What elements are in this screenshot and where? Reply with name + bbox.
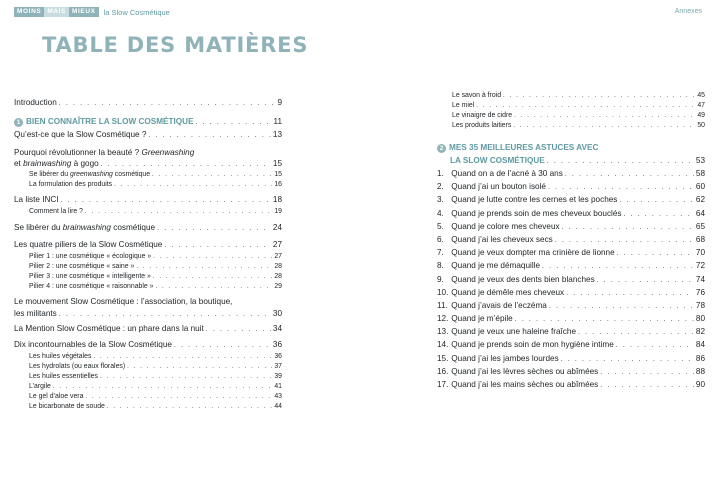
brand-word-3: MIEUX xyxy=(69,7,99,17)
toc-section-1[interactable]: 1 BIEN CONNAÎTRE LA SLOW COSMÉTIQUE . . . 11 xyxy=(14,117,282,127)
toc-entry-mention[interactable]: La Mention Slow Cosmétique : un phare dans la nuit . . . 34 xyxy=(14,324,282,333)
toc-subentry[interactable]: Pilier 2 : une cosmétique « saine » . . . 28 xyxy=(14,263,282,270)
toc-tip-entry[interactable]: 14. Quand je prends soin de mon hygiène intime . . . 84 xyxy=(437,340,705,349)
toc-left-column xyxy=(14,98,282,410)
toc-tip-entry[interactable]: 13. Quand je veux une haleine fraîche . . . 82 xyxy=(437,327,705,336)
toc-right-column xyxy=(437,92,705,393)
brand-word-2: MAIS xyxy=(44,7,69,17)
toc-subentry[interactable]: Comment la lire ? . . . 19 xyxy=(14,208,282,215)
running-header xyxy=(14,6,705,20)
toc-entry-pourquoi[interactable]: Pourquoi révolutionner la beauté ? Greenwashing et brainwashing à gogo . . . 15 xyxy=(14,148,282,168)
toc-subentry[interactable]: Pilier 4 : une cosmétique « raisonnable » . . . 29 xyxy=(14,283,282,290)
toc-subentry[interactable]: La formulation des produits . . . 16 xyxy=(14,181,282,188)
toc-tip-entry[interactable]: 9. Quand je veux des dents bien blanches . . . 74 xyxy=(437,275,705,284)
toc-tip-entry[interactable]: 10. Quand je démêle mes cheveux . . . 76 xyxy=(437,288,705,297)
toc-tip-entry[interactable]: 6. Quand j’ai les cheveux secs . . . 68 xyxy=(437,235,705,244)
toc-tip-entry[interactable]: 8. Quand je me démaquille . . . 72 xyxy=(437,261,705,270)
toc-subentry[interactable]: Le savon à froid . . . 45 xyxy=(437,92,705,99)
brand-word-1: MOINS xyxy=(14,7,44,17)
toc-tip-entry[interactable]: 7. Quand je veux dompter ma crinière de lionne . . . 70 xyxy=(437,248,705,257)
toc-subentry[interactable]: Les hydrolats (ou eaux florales) . . . 37 xyxy=(14,363,282,370)
toc-tip-entry[interactable]: 4. Quand je prends soin de mes cheveux bouclés . . . 64 xyxy=(437,209,705,218)
section-number-badge: 1 xyxy=(14,118,23,127)
toc-tip-entry[interactable]: 3. Quand je lutte contre les cernes et les poches . . . 62 xyxy=(437,195,705,204)
toc-subentry[interactable]: Pilier 3 : une cosmétique « intelligente » . . . 28 xyxy=(14,273,282,280)
toc-subentry[interactable]: L’argile . . . 41 xyxy=(14,383,282,390)
toc-tip-entry[interactable]: 11. Quand j’avais de l’eczéma . . . 78 xyxy=(437,301,705,310)
toc-tip-entry[interactable]: 12. Quand je m’épile . . . 80 xyxy=(437,314,705,323)
tips-list xyxy=(437,169,705,389)
toc-subentry[interactable]: Se libérer du greenwashing cosmétique . . . 15 xyxy=(14,171,282,178)
toc-entry-brainwashing[interactable]: Se libérer du brainwashing cosmétique . . . 24 xyxy=(14,223,282,232)
toc-tip-entry[interactable]: 17. Quand j’ai les mains sèches ou abîmées . . . 90 xyxy=(437,380,705,389)
toc-entry-inci[interactable]: La liste INCI . . . 18 xyxy=(14,195,282,204)
section-number-badge: 2 xyxy=(437,144,446,153)
page-title: TABLE DES MATIÈRES xyxy=(42,33,309,57)
toc-tip-entry[interactable]: 15. Quand j’ai les jambes lourdes . . . 86 xyxy=(437,354,705,363)
toc-entry-mouvement[interactable]: Le mouvement Slow Cosmétique : l’association, la boutique, les militants . . . 30 xyxy=(14,297,282,318)
toc-tip-entry[interactable]: 16. Quand j’ai les lèvres sèches ou abîmées . . . 88 xyxy=(437,367,705,376)
toc-tip-entry[interactable]: 1. Quand on a de l’acné à 30 ans . . . 58 xyxy=(437,169,705,178)
toc-entry-dix[interactable]: Dix incontournables de la Slow Cosmétique . . . 36 xyxy=(14,340,282,349)
toc-section-2[interactable]: 2 MES 35 MEILLEURES ASTUCES AVEC LA SLOW COSMÉTIQUE . . . 53 xyxy=(437,143,705,165)
toc-subentry[interactable]: Le bicarbonate de soude . . . 44 xyxy=(14,403,282,410)
toc-entry-qu-est-ce[interactable]: Qu’est-ce que la Slow Cosmétique ? . . . 13 xyxy=(14,130,282,139)
toc-entry-introduction[interactable]: Introduction . . . 9 xyxy=(14,98,282,107)
toc-subentry[interactable]: Pilier 1 : une cosmétique « écologique » . . . 27 xyxy=(14,253,282,260)
toc-tip-entry[interactable]: 5. Quand je colore mes cheveux . . . 65 xyxy=(437,222,705,231)
section-label: Annexes xyxy=(674,8,702,15)
toc-subentry[interactable]: Le vinaigre de cidre . . . 49 xyxy=(437,112,705,119)
toc-tip-entry[interactable]: 2. Quand j’ai un bouton isolé . . . 60 xyxy=(437,182,705,191)
toc-subentry[interactable]: Le gel d’aloe vera . . . 43 xyxy=(14,393,282,400)
toc-subentry[interactable]: Les produits laitiers . . . 50 xyxy=(437,122,705,129)
series-brand xyxy=(14,7,170,17)
toc-subentry[interactable]: Les huiles végétales . . . 36 xyxy=(14,353,282,360)
toc-subentry[interactable]: Le miel . . . 47 xyxy=(437,102,705,109)
book-title: la Slow Cosmétique xyxy=(103,7,170,17)
toc-entry-piliers[interactable]: Les quatre piliers de la Slow Cosmétique . . . 27 xyxy=(14,240,282,249)
toc-subentry[interactable]: Les huiles essentielles . . . 39 xyxy=(14,373,282,380)
